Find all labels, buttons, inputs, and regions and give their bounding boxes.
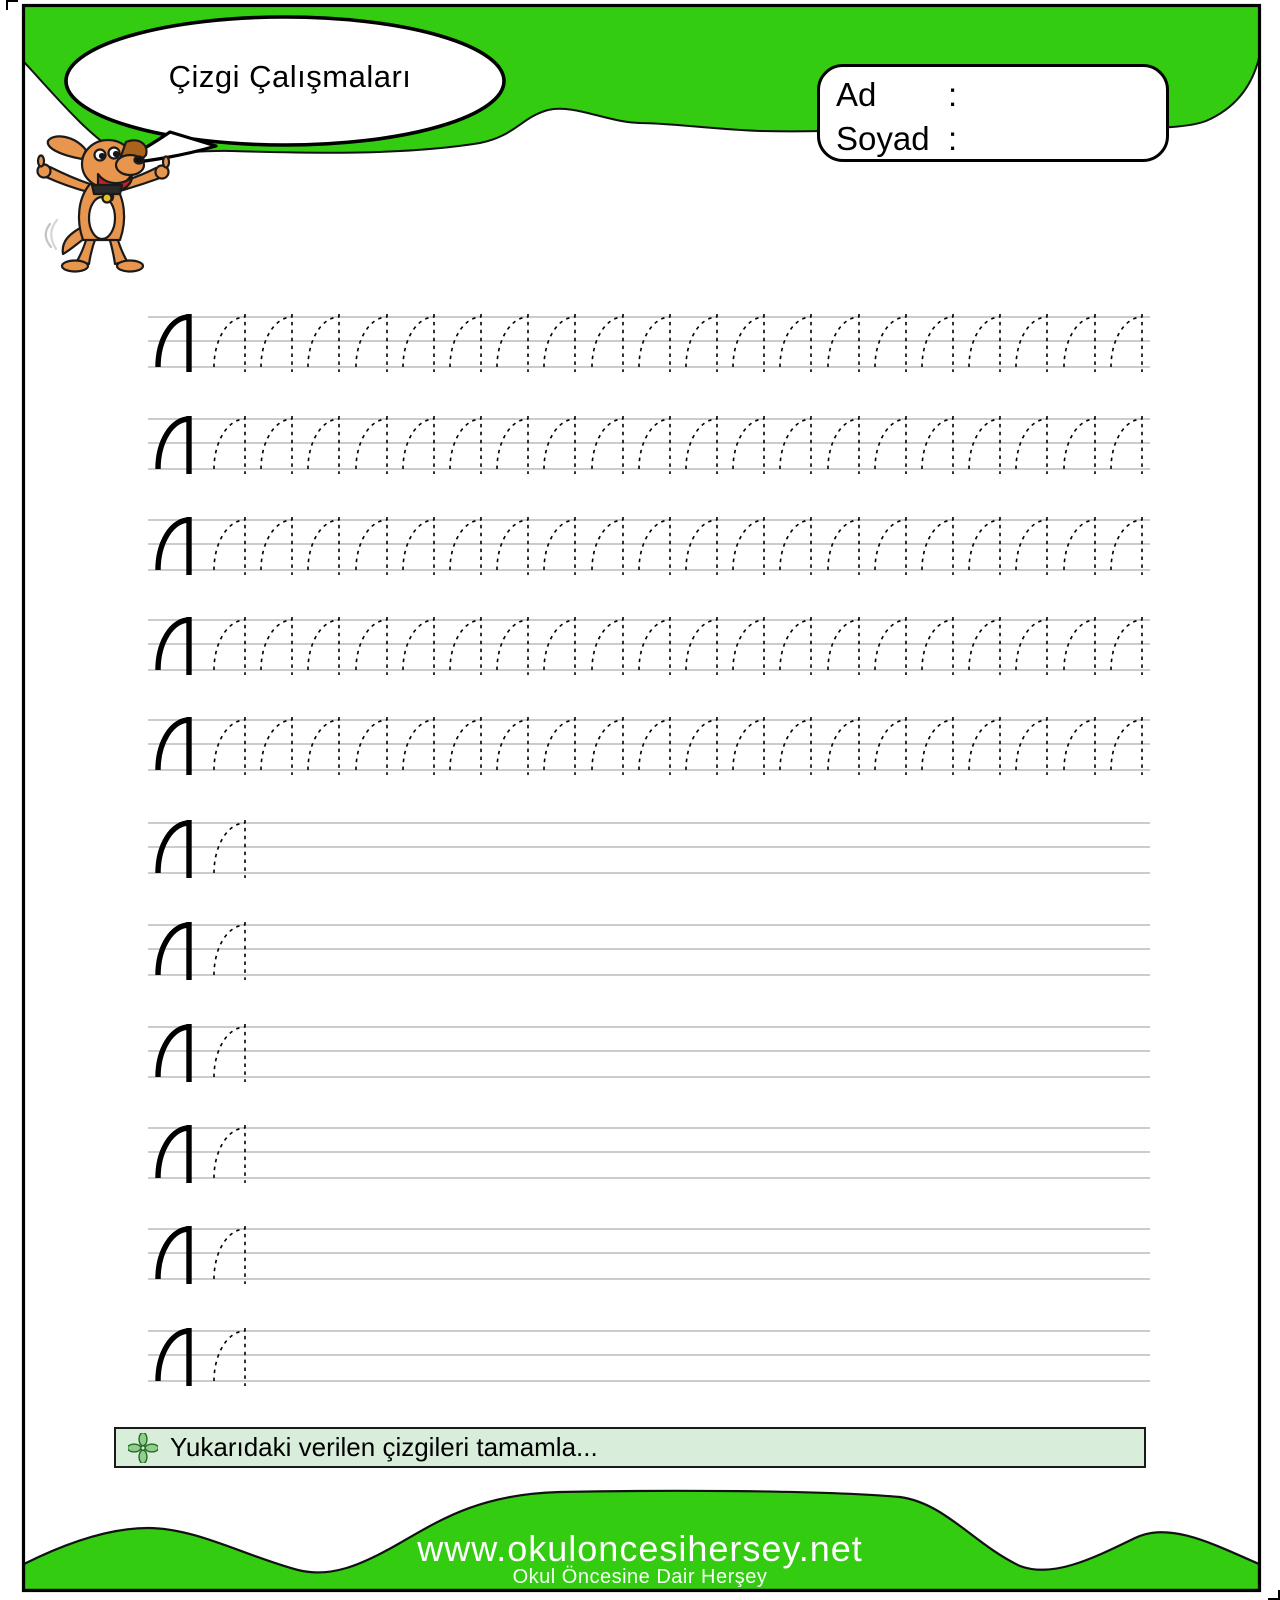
glyph-dashed [447,514,489,576]
glyph-dashed [211,1325,253,1387]
guide-line [148,1050,1150,1052]
glyph-dashed [211,1021,253,1083]
glyph-dashed [541,311,583,373]
glyph-solid [155,817,197,879]
surname-row [836,117,1166,161]
guide-line [148,872,1150,874]
glyph-dashed [400,311,442,373]
glyph-dashed [1061,714,1103,776]
glyph-dashed [589,311,631,373]
glyph-dashed [258,614,300,676]
glyph-dashed [211,919,253,981]
name-row [836,73,1166,117]
glyph-dashed [1108,413,1150,475]
glyph-dashed [777,514,819,576]
glyph-dashed [589,413,631,475]
glyph-dashed [636,614,678,676]
glyph-solid [155,1021,197,1083]
corner-tick [6,0,18,10]
glyph-dashed [1013,714,1055,776]
traced-row [148,311,1150,377]
glyph-dashed [872,614,914,676]
glyph-dashed [305,413,347,475]
glyph-dashed [683,614,725,676]
glyph-dashed [305,514,347,576]
glyph-solid [155,514,197,576]
glyph-dashed [1108,614,1150,676]
glyph-dashed [589,614,631,676]
glyph-dashed [777,413,819,475]
glyph-dashed [494,714,536,776]
page-title: Çizgi Çalışmaları [168,59,412,94]
glyph-solid [155,311,197,373]
guide-line [148,1151,1150,1153]
glyph-dashed [541,413,583,475]
glyph-dashed [730,514,772,576]
glyph-dashed [872,714,914,776]
glyph-dashed [211,614,253,676]
instruction-bar [114,1427,1146,1468]
traced-row [148,614,1150,680]
glyph-dashed [447,413,489,475]
glyph-dashed [872,413,914,475]
practice-row [148,1122,1150,1188]
glyph-dashed [1013,311,1055,373]
surname-label: Soyad [836,120,930,157]
guide-line [148,974,1150,976]
traced-row [148,714,1150,780]
guide-line [148,924,1150,926]
corner-tick [1268,1590,1280,1600]
glyph-dashed [211,413,253,475]
name-colon: : [948,76,958,113]
glyph-dashed [211,714,253,776]
glyph-dashed [1013,614,1055,676]
practice-row [148,919,1150,985]
guide-line [148,1380,1150,1382]
glyph-dashed [211,1223,253,1285]
glyph-dashed [541,514,583,576]
dog-mascot-illustration [30,128,182,276]
glyph-dashed [1061,614,1103,676]
glyph-dashed [1013,413,1055,475]
glyph-dashed [589,514,631,576]
glyph-dashed [1061,514,1103,576]
glyph-dashed [825,413,867,475]
glyph-dashed [777,614,819,676]
guide-line [148,846,1150,848]
glyph-dashed [305,714,347,776]
glyph-dashed [919,311,961,373]
glyph-solid [155,1122,197,1184]
guide-line [148,1330,1150,1332]
glyph-dashed [494,413,536,475]
glyph-dashed [730,614,772,676]
glyph-dashed [494,614,536,676]
guide-line [148,1177,1150,1179]
glyph-solid [155,1223,197,1285]
guide-line [148,1354,1150,1356]
footer-url: www.okuloncesihersey.net [417,1528,863,1569]
name-box [817,64,1169,162]
glyph-dashed [636,714,678,776]
glyph-dashed [683,514,725,576]
glyph-dashed [1061,413,1103,475]
glyph-dashed [447,614,489,676]
glyph-dashed [400,714,442,776]
glyph-dashed [919,514,961,576]
traced-row [148,514,1150,580]
glyph-solid [155,413,197,475]
glyph-dashed [258,714,300,776]
glyph-dashed [919,714,961,776]
glyph-dashed [825,714,867,776]
glyph-dashed [825,311,867,373]
glyph-dashed [258,413,300,475]
guide-line [148,1252,1150,1254]
glyph-dashed [1108,514,1150,576]
glyph-dashed [589,714,631,776]
practice-row [148,1223,1150,1289]
guide-line [148,1228,1150,1230]
glyph-dashed [353,714,395,776]
guide-line [148,948,1150,950]
clover-icon [128,1433,158,1463]
glyph-dashed [1108,311,1150,373]
glyph-dashed [966,413,1008,475]
glyph-dashed [211,817,253,879]
guide-line [148,1076,1150,1078]
practice-row [148,817,1150,883]
glyph-dashed [1061,311,1103,373]
glyph-dashed [353,514,395,576]
glyph-dashed [683,311,725,373]
glyph-dashed [211,1122,253,1184]
glyph-dashed [1108,714,1150,776]
glyph-dashed [777,714,819,776]
traced-row [148,413,1150,479]
glyph-dashed [353,413,395,475]
glyph-dashed [400,514,442,576]
glyph-dashed [730,714,772,776]
glyph-dashed [541,614,583,676]
glyph-solid [155,919,197,981]
glyph-solid [155,714,197,776]
glyph-dashed [353,614,395,676]
glyph-dashed [541,714,583,776]
glyph-dashed [919,413,961,475]
glyph-dashed [305,311,347,373]
glyph-dashed [447,311,489,373]
glyph-dashed [305,614,347,676]
guide-line [148,1127,1150,1129]
glyph-dashed [683,413,725,475]
glyph-dashed [400,614,442,676]
glyph-dashed [777,311,819,373]
name-label: Ad [836,76,877,113]
glyph-dashed [825,514,867,576]
footer-tagline: Okul Öncesine Dair Herşey [512,1566,768,1588]
glyph-dashed [966,614,1008,676]
guide-line [148,1026,1150,1028]
guide-line [148,822,1150,824]
glyph-dashed [872,514,914,576]
glyph-dashed [1013,514,1055,576]
glyph-dashed [636,413,678,475]
glyph-dashed [211,514,253,576]
glyph-dashed [919,614,961,676]
glyph-dashed [730,311,772,373]
glyph-dashed [636,514,678,576]
glyph-solid [155,1325,197,1387]
practice-row [148,1021,1150,1087]
glyph-dashed [211,311,253,373]
glyph-dashed [872,311,914,373]
glyph-dashed [494,311,536,373]
instruction-text: Yukarıdaki verilen çizgileri tamamla... [170,1432,598,1462]
glyph-dashed [400,413,442,475]
glyph-dashed [966,514,1008,576]
glyph-dashed [966,714,1008,776]
glyph-dashed [636,311,678,373]
glyph-dashed [683,714,725,776]
glyph-dashed [447,714,489,776]
glyph-dashed [258,514,300,576]
glyph-dashed [494,514,536,576]
glyph-solid [155,614,197,676]
practice-row [148,1325,1150,1391]
glyph-dashed [730,413,772,475]
guide-line [148,1278,1150,1280]
glyph-dashed [966,311,1008,373]
glyph-dashed [258,311,300,373]
glyph-dashed [353,311,395,373]
glyph-dashed [825,614,867,676]
surname-colon: : [948,120,958,157]
